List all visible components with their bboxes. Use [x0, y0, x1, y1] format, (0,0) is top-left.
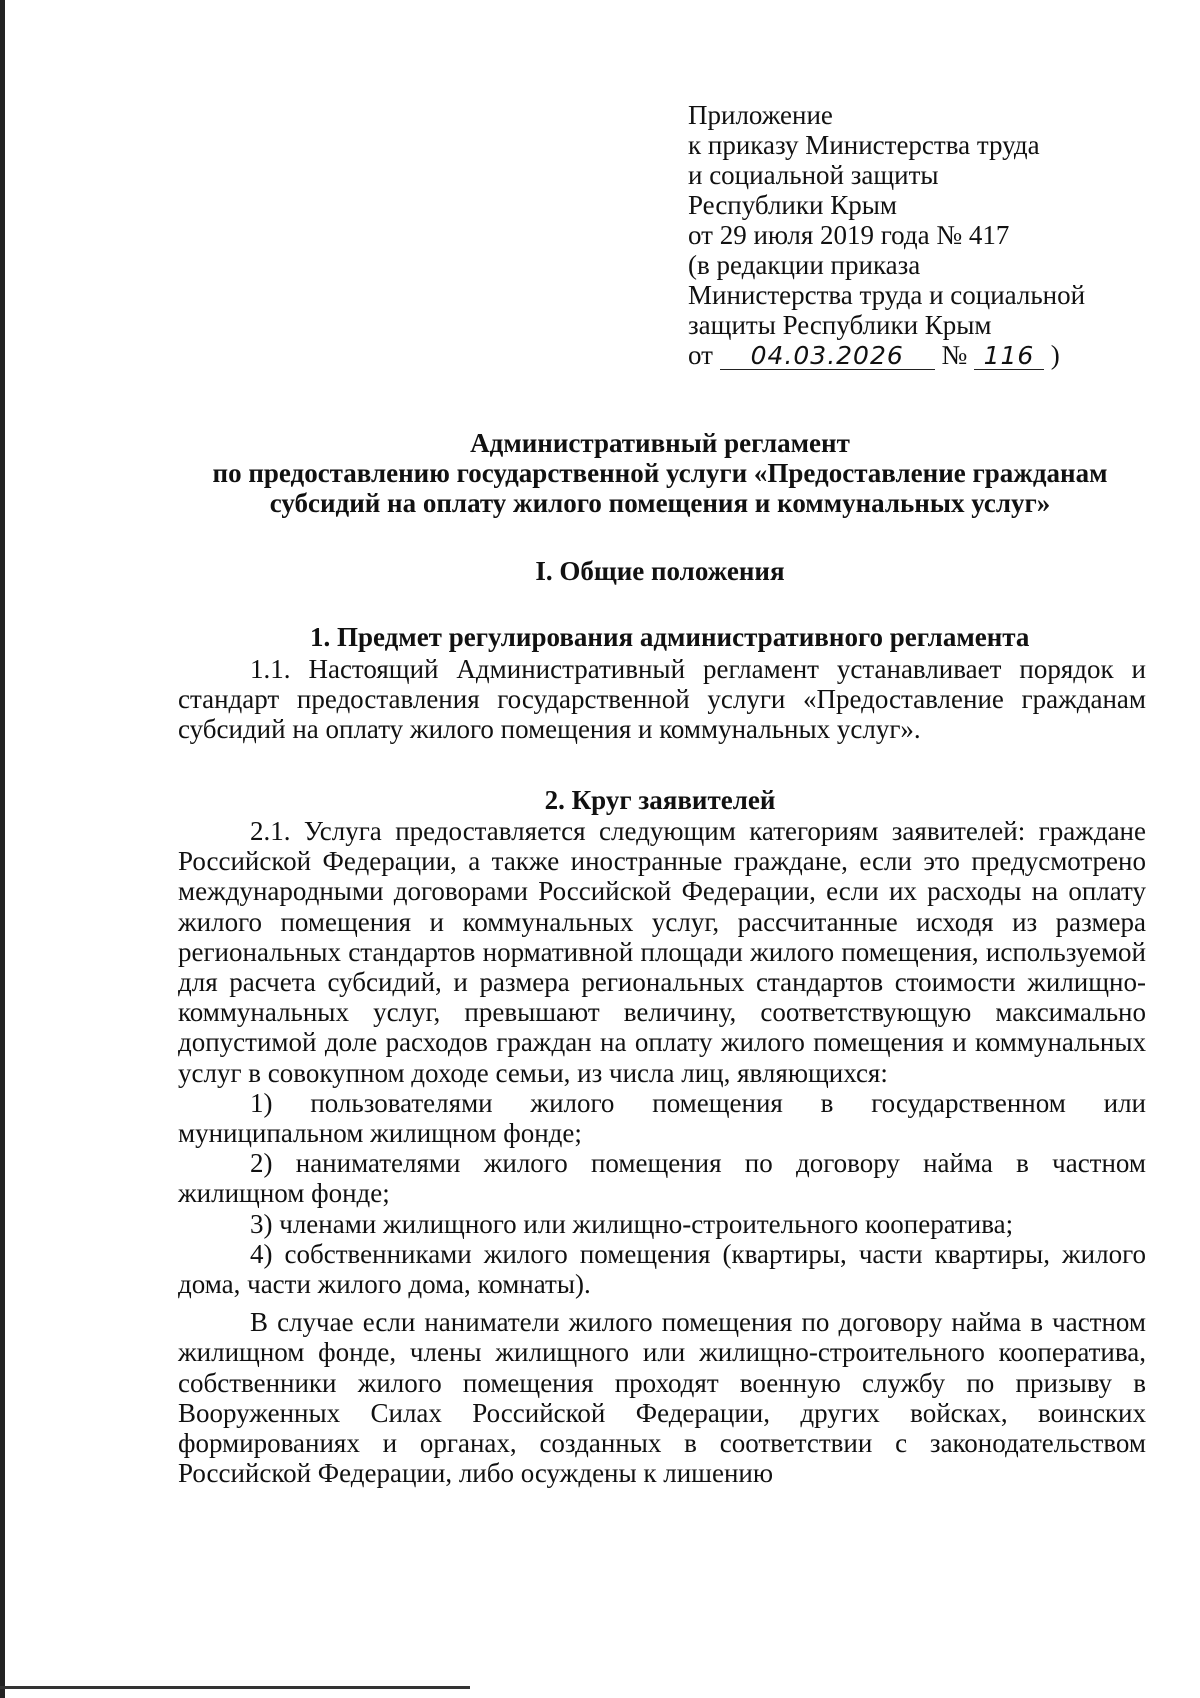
list-item: 2) нанимателями жилого помещения по договору найма в частном жилищном фонде;: [178, 1148, 1146, 1209]
list-item: 3) членами жилищного или жилищно-строительного кооператива;: [250, 1208, 1014, 1239]
date-prefix: от: [688, 340, 713, 370]
paragraph: В случае если наниматели жилого помещения по договору найма в частном жилищном фонде, члены жилищного или жилищно-строительного кооператива, собственники жилого помещения проходят военную службу по призыву в Вооруженных Силах Российской Федерации, других войсках, воинских формированиях и органах, созданных в соответствии с законодательством Российской Федерации, либо осуждены к лишению: [178, 1307, 1146, 1489]
appendix-line: (в редакции приказа: [688, 250, 921, 280]
list-item: 1) пользователями жилого помещения в государственном или муниципальном жилищном фонде;: [178, 1087, 1146, 1149]
paragraph: 2.1. Услуга предоставляется следующим категориям заявителей: граждане Российской Федерации, а также иностранные граждане, если это предусмотрено международными договорами Российской Федерации, если их расходы на оплату жилого помещения и коммунальных услуг, рассчитанные исходя из размера региональных стандартов нормативной площади жилого помещения, используемой для расчета субсидий, и размера региональных стандартов стоимости жилищно-коммунальных услуг, превышают величину, соответствующую максимально допустимой доле расходов граждан на оплату жилого помещения и коммунальных услуг в совокупном доходе семьи, из числа лиц, являющихся:: [178, 816, 1146, 1088]
appendix-line: Приложение: [688, 100, 833, 130]
paragraph: 1.1. Настоящий Административный регламент устанавливает порядок и стандарт предоставления государственной услуги «Предоставление гражданам субсидий на оплату жилого помещения и коммунальных услуг».: [178, 654, 1146, 745]
subsection-heading: 1. Предмет регулирования административного регламента: [310, 622, 1030, 652]
appendix-line: к приказу Министерства труда: [688, 130, 1040, 160]
handwritten-number: 116: [974, 343, 1044, 370]
list-item: 4) собственниками жилого помещения (квартиры, части квартиры, жилого дома, части жилого дома, комнаты).: [178, 1238, 1146, 1300]
scan-edge-bottom: [0, 1686, 470, 1689]
appendix-block: [688, 100, 1158, 370]
title-line: по предоставлению государственной услуги «Предоставление гражданам: [212, 458, 1108, 488]
handwritten-date: 04.03.2026: [720, 343, 935, 370]
subsection-2-body: [178, 816, 1146, 1488]
appendix-line: от 29 июля 2019 года № 417: [688, 220, 1010, 250]
appendix-line: Республики Крым: [688, 190, 897, 220]
subsection-heading: 2. Круг заявителей: [544, 785, 776, 815]
section-heading: I. Общие положения: [535, 556, 785, 586]
appendix-line: и социальной защиты: [688, 160, 939, 190]
number-label: №: [941, 340, 968, 370]
scan-edge: [0, 0, 5, 1698]
title-line: субсидий на оплату жилого помещения и коммунальных услуг»: [269, 488, 1051, 518]
document-title: [160, 428, 1160, 518]
amendment-date-line: [688, 340, 1158, 370]
subsection-1-body: [178, 654, 1146, 745]
closing-paren: ): [1050, 340, 1060, 370]
appendix-line: Министерства труда и социальной: [688, 280, 1086, 310]
title-line: Административный регламент: [470, 428, 850, 458]
appendix-line: защиты Республики Крым: [688, 310, 992, 340]
